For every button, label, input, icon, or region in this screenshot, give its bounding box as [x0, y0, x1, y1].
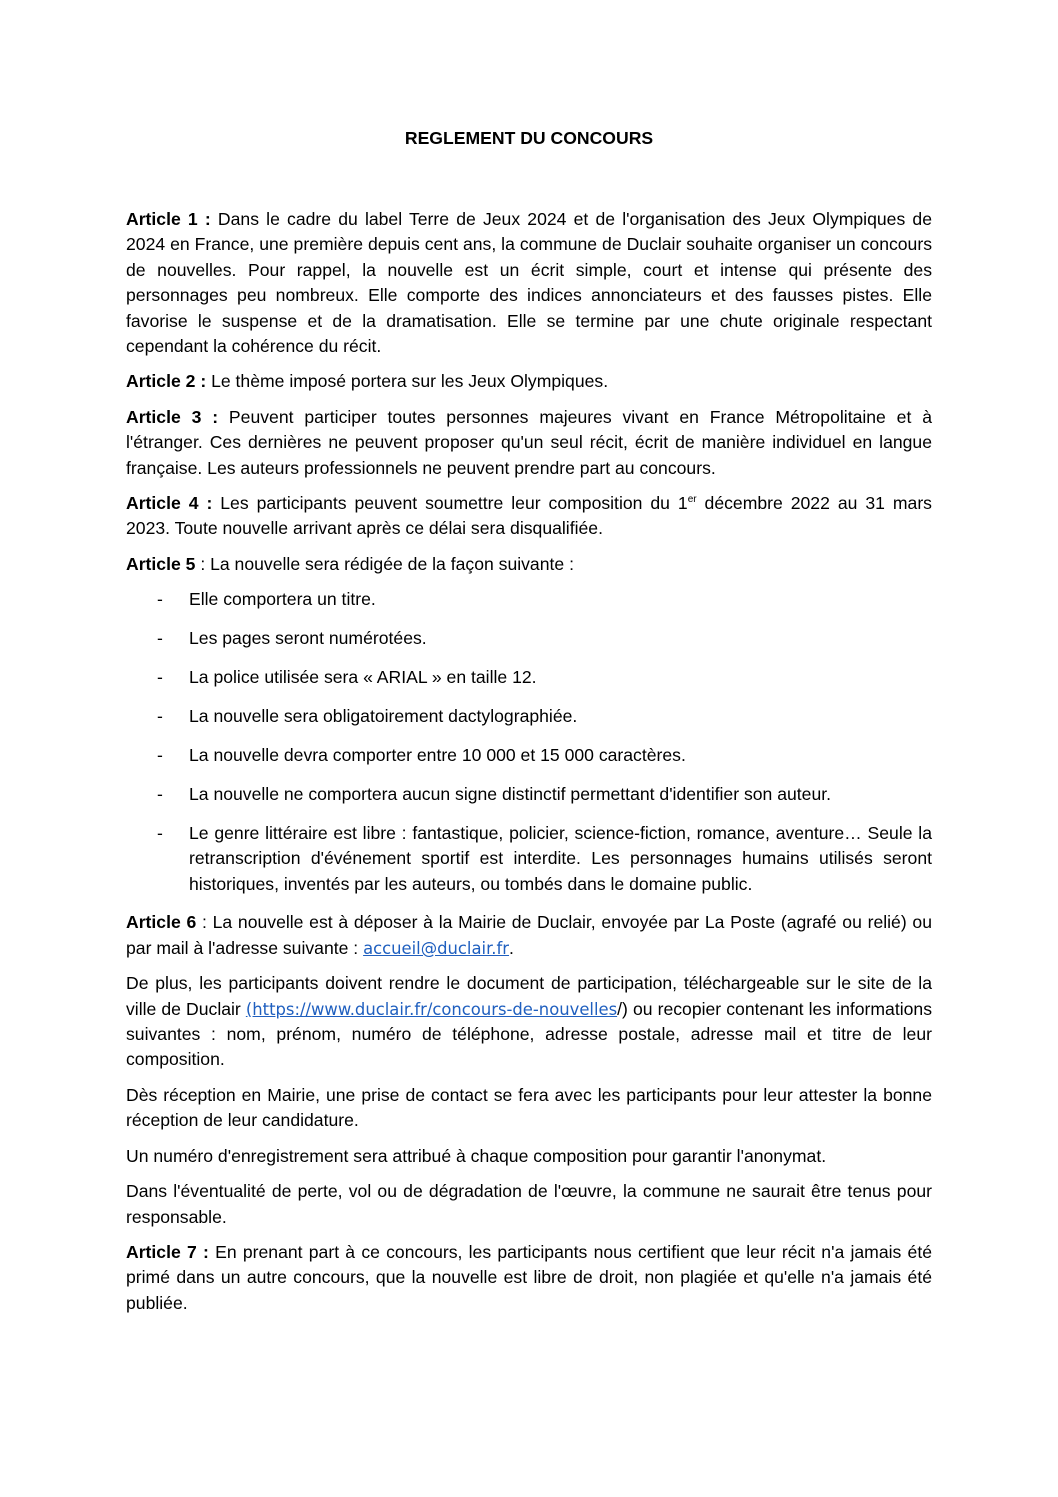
article-5-text: : La nouvelle sera rédigée de la façon suivante :: [195, 553, 574, 574]
list-item-text: Elle comportera un titre.: [189, 589, 376, 610]
page-title: REGLEMENT DU CONCOURS: [404, 128, 654, 148]
article-2-text: Le thème imposé portera sur les Jeux Olympiques.: [206, 371, 609, 392]
article-7-label: Article 7 :: [126, 1241, 209, 1262]
article-3: [126, 405, 932, 481]
list-item: [126, 821, 932, 897]
list-item: [126, 587, 932, 612]
website-link[interactable]: (https://www.duclair.fr/concours-de-nouvelles: [245, 999, 618, 1019]
paragraph-document-text-after: /) ou recopier contenant les informations suivantes : nom, prénom, numéro de téléphone, adresse postale, adresse mail et titre de leur composition.: [126, 998, 932, 1070]
list-item: [126, 743, 932, 768]
list-item: [126, 626, 932, 651]
article-4-text-before: Les participants peuvent soumettre leur composition du 1: [212, 493, 688, 514]
article-4-label: Article 4 :: [126, 493, 213, 514]
list-item-text: Les pages seront numérotées.: [189, 628, 427, 649]
article-6: [126, 910, 932, 961]
article-1: [126, 207, 932, 359]
paragraph-perte: Dans l'éventualité de perte, vol ou de dégradation de l'œuvre, la commune ne saurait être tenus pour responsable.: [126, 1181, 932, 1227]
list-dash: -: [157, 667, 163, 688]
paragraph-document-text-before: De plus, les participants doivent rendre le document de participation, téléchargeable sur le site de la ville de Duclair: [126, 973, 932, 1019]
list-dash: -: [157, 706, 163, 726]
list-item-text: La police utilisée sera « ARIAL » en taille 12.: [189, 667, 537, 688]
list-dash: -: [157, 628, 163, 649]
list-item-text: La nouvelle ne comportera aucun signe distinctif permettant d'identifier son auteur.: [189, 783, 832, 804]
list-item: [126, 782, 932, 807]
article-6-label: Article 6: [126, 912, 197, 933]
article-6-text-before: : La nouvelle est à déposer à la Mairie de Duclair, envoyée par La Poste (agrafé ou relié) ou par mail à l'adresse suivante :: [126, 912, 932, 958]
article-5-list: [126, 587, 932, 897]
list-dash: -: [157, 822, 163, 843]
article-2-label: Article 2 :: [126, 371, 207, 392]
article-1-text: Dans le cadre du label Terre de Jeux 2024 et de l'organisation des Jeux Olympiques de 2024 en France, une première depuis cent ans, la commune de Duclair souhaite organiser un concours de nouvelles. Pour rappel, la nouvelle est un écrit simple, court et intense qui présente des personnages peu nombreux. Elle comporte des indices annonciateurs et des fausses pistes. Elle favorise le suspense et de la dramatisation. Elle se termine par une chute originale respectant cependant la cohérence du récit.: [126, 209, 932, 357]
document-page: [126, 126, 932, 1326]
article-3-text: Peuvent participer toutes personnes majeures vivant en France Métropolitaine et à l'étranger. Ces dernières ne peuvent proposer qu'un seul récit, écrit de manière individuel en langue française. Les auteurs professionnels ne peuvent prendre part au concours.: [126, 406, 932, 478]
article-7-text: En prenant part à ce concours, les participants nous certifient que leur récit n'a jamais été primé dans un autre concours, que la nouvelle est libre de droit, non plagiée et qu'elle n'a jamais été publiée.: [126, 1241, 932, 1313]
list-item: [126, 704, 932, 729]
article-5-label: Article 5: [126, 553, 196, 574]
article-4-superscript: er: [687, 494, 697, 506]
article-4: [126, 491, 932, 542]
paragraph-numero: Un numéro d'enregistrement sera attribué à chaque composition pour garantir l'anonymat.: [126, 1145, 827, 1166]
article-3-label: Article 3 :: [126, 406, 219, 427]
article-7: [126, 1240, 932, 1316]
article-5: [126, 552, 932, 577]
email-link[interactable]: accueil@duclair.fr: [363, 938, 510, 958]
paragraph-reception: Dès réception en Mairie, une prise de contact se fera avec les participants pour leur attester la bonne réception de leur candidature.: [126, 1084, 932, 1131]
article-6-text-after: .: [509, 937, 514, 958]
article-4-text-after: décembre 2022 au 31 mars 2023. Toute nouvelle arrivant après ce délai sera disqualifiée.: [126, 493, 932, 539]
list-item-text: Le genre littéraire est libre : fantastique, policier, science-fiction, romance, aventure… Seule la retranscription d'événement sportif est interdite. Les personnages humains utilisés seront historiques, inventés par les auteurs, ou tombés dans le domaine public.: [189, 822, 932, 894]
paragraph-document: [126, 971, 932, 1073]
list-item-text: La nouvelle devra comporter entre 10 000 et 15 000 caractères.: [189, 744, 686, 765]
list-dash: -: [157, 783, 163, 804]
list-dash: -: [157, 744, 163, 765]
list-item-text: La nouvelle sera obligatoirement dactylographiée.: [189, 706, 578, 726]
article-2: [126, 369, 932, 394]
list-dash: -: [157, 589, 163, 610]
article-1-label: Article 1 :: [126, 209, 211, 229]
list-item: [126, 665, 932, 690]
